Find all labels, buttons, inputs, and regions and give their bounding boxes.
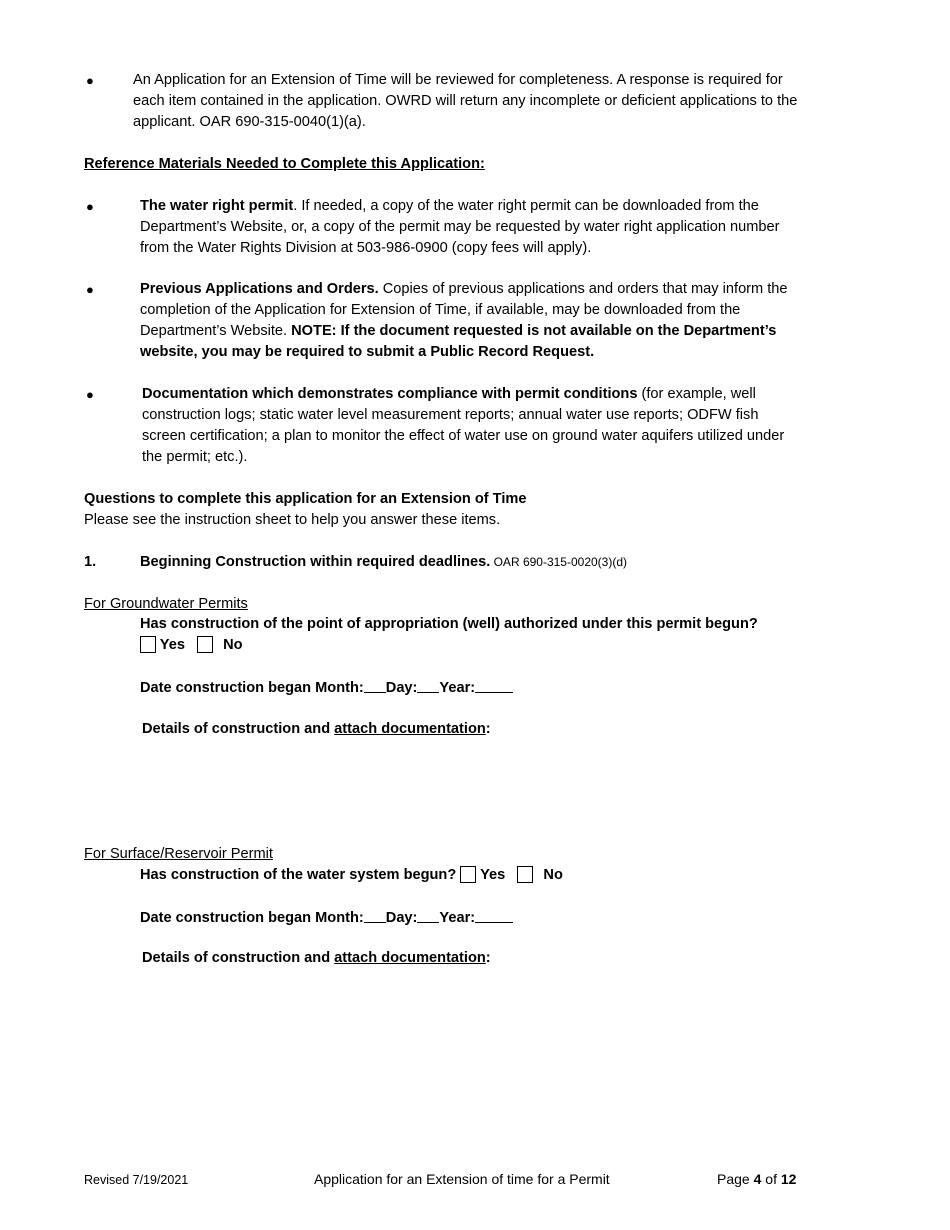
bullet-documentation: ● bbox=[86, 387, 94, 402]
surface-no-checkbox[interactable] bbox=[517, 866, 533, 883]
footer-total-pages: 12 bbox=[780, 1171, 797, 1187]
surface-yes-checkbox[interactable] bbox=[460, 866, 476, 883]
reference-heading: Reference Materials Needed to Complete this Application: bbox=[84, 156, 485, 172]
groundwater-day-label: Day: bbox=[385, 680, 418, 696]
reference-item-permit-title: The water right permit bbox=[140, 198, 294, 214]
groundwater-heading: For Groundwater Permits bbox=[84, 596, 248, 612]
groundwater-no-checkbox[interactable] bbox=[197, 636, 213, 653]
footer-title: Application for an Extension of time for a Permit bbox=[314, 1171, 610, 1187]
groundwater-answer-row bbox=[140, 635, 243, 656]
reference-item-documentation-title: Documentation which demonstrates compliance with permit conditions bbox=[142, 386, 638, 402]
bullet-previous: ● bbox=[86, 282, 94, 297]
groundwater-year-label: Year: bbox=[439, 680, 476, 696]
groundwater-no-label: No bbox=[223, 637, 243, 653]
reference-item-documentation bbox=[142, 384, 800, 468]
reference-item-permit-text: . If needed, a copy of the water right permit can be downloaded from the Department’s Website, or, a copy of the permit may be requested by water right application number from the Water Rights Division at 503-986-0900 (copy fees will apply). bbox=[140, 198, 780, 256]
footer-revised: Revised 7/19/2021 bbox=[84, 1173, 189, 1187]
surface-day-field[interactable] bbox=[417, 907, 439, 923]
questions-subtext: Please see the instruction sheet to help you answer these items. bbox=[84, 512, 501, 528]
groundwater-yes-label: Yes bbox=[159, 637, 185, 653]
groundwater-details-suffix: : bbox=[485, 721, 491, 737]
surface-month-field[interactable] bbox=[364, 907, 386, 923]
item1-title-line bbox=[140, 552, 627, 573]
footer-page-word: Page bbox=[717, 1171, 754, 1187]
reference-item-documentation-text: (for example, well construction logs; static water level measurement reports; annual water use reports; ODFW fish screen certification; a plan to monitor the effect of water use on ground water aquifers utilized under the permit; etc.). bbox=[142, 386, 785, 465]
groundwater-day-field[interactable] bbox=[417, 677, 439, 693]
footer-of-word: of bbox=[761, 1171, 781, 1187]
surface-details-line bbox=[142, 948, 491, 969]
groundwater-attach-documentation: attach documentation bbox=[334, 721, 486, 737]
surface-year-label: Year: bbox=[439, 910, 476, 926]
item1-citation: OAR 690-315-0020(3)(d) bbox=[490, 555, 627, 569]
groundwater-date-prefix: Date construction began Month: bbox=[140, 680, 364, 696]
footer-page-number: 4 bbox=[753, 1171, 762, 1187]
groundwater-question: Has construction of the point of appropriation (well) authorized under this permit begun? bbox=[140, 616, 758, 632]
surface-year-field[interactable] bbox=[475, 907, 513, 923]
item1-title: Beginning Construction within required deadlines. bbox=[140, 554, 491, 570]
reference-item-permit bbox=[140, 196, 800, 259]
groundwater-year-field[interactable] bbox=[475, 677, 513, 693]
reference-item-previous-title: Previous Applications and Orders. bbox=[140, 281, 379, 297]
surface-date-row bbox=[140, 907, 513, 929]
surface-heading: For Surface/Reservoir Permit bbox=[84, 846, 273, 862]
groundwater-date-row bbox=[140, 677, 513, 699]
bullet-intro: ● bbox=[86, 73, 94, 88]
surface-no-label: No bbox=[543, 867, 563, 883]
surface-details-suffix: : bbox=[485, 950, 491, 966]
surface-attach-documentation: attach documentation bbox=[334, 950, 486, 966]
intro-paragraph: An Application for an Extension of Time will be reviewed for completeness. A response is required for each item contained in the application. OWRD will return any incomplete or deficient applications to the applicant. OAR 690-315-0040(1)(a). bbox=[133, 72, 798, 130]
surface-details-prefix: Details of construction and bbox=[142, 950, 335, 966]
questions-heading: Questions to complete this application for an Extension of Time bbox=[84, 491, 527, 507]
bullet-permit: ● bbox=[86, 199, 94, 214]
footer-page bbox=[717, 1169, 796, 1190]
groundwater-month-field[interactable] bbox=[364, 677, 386, 693]
groundwater-details-line bbox=[142, 719, 491, 740]
surface-date-prefix: Date construction began Month: bbox=[140, 910, 364, 926]
surface-question-row bbox=[140, 865, 563, 886]
surface-yes-label: Yes bbox=[480, 867, 506, 883]
reference-item-previous-text: Copies of previous applications and orders that may inform the completion of the Application for Extension of Time, if available, may be downloaded from the Department’s Website. bbox=[140, 281, 788, 339]
surface-day-label: Day: bbox=[385, 910, 418, 926]
reference-item-previous bbox=[140, 279, 800, 363]
reference-item-previous-note: NOTE: If the document requested is not available on the Department’s website, you may be required to submit a Public Record Request. bbox=[140, 323, 777, 360]
surface-question: Has construction of the water system begun? bbox=[140, 867, 457, 883]
groundwater-yes-checkbox[interactable] bbox=[140, 636, 156, 653]
groundwater-details-prefix: Details of construction and bbox=[142, 721, 335, 737]
item1-number: 1. bbox=[84, 554, 97, 570]
